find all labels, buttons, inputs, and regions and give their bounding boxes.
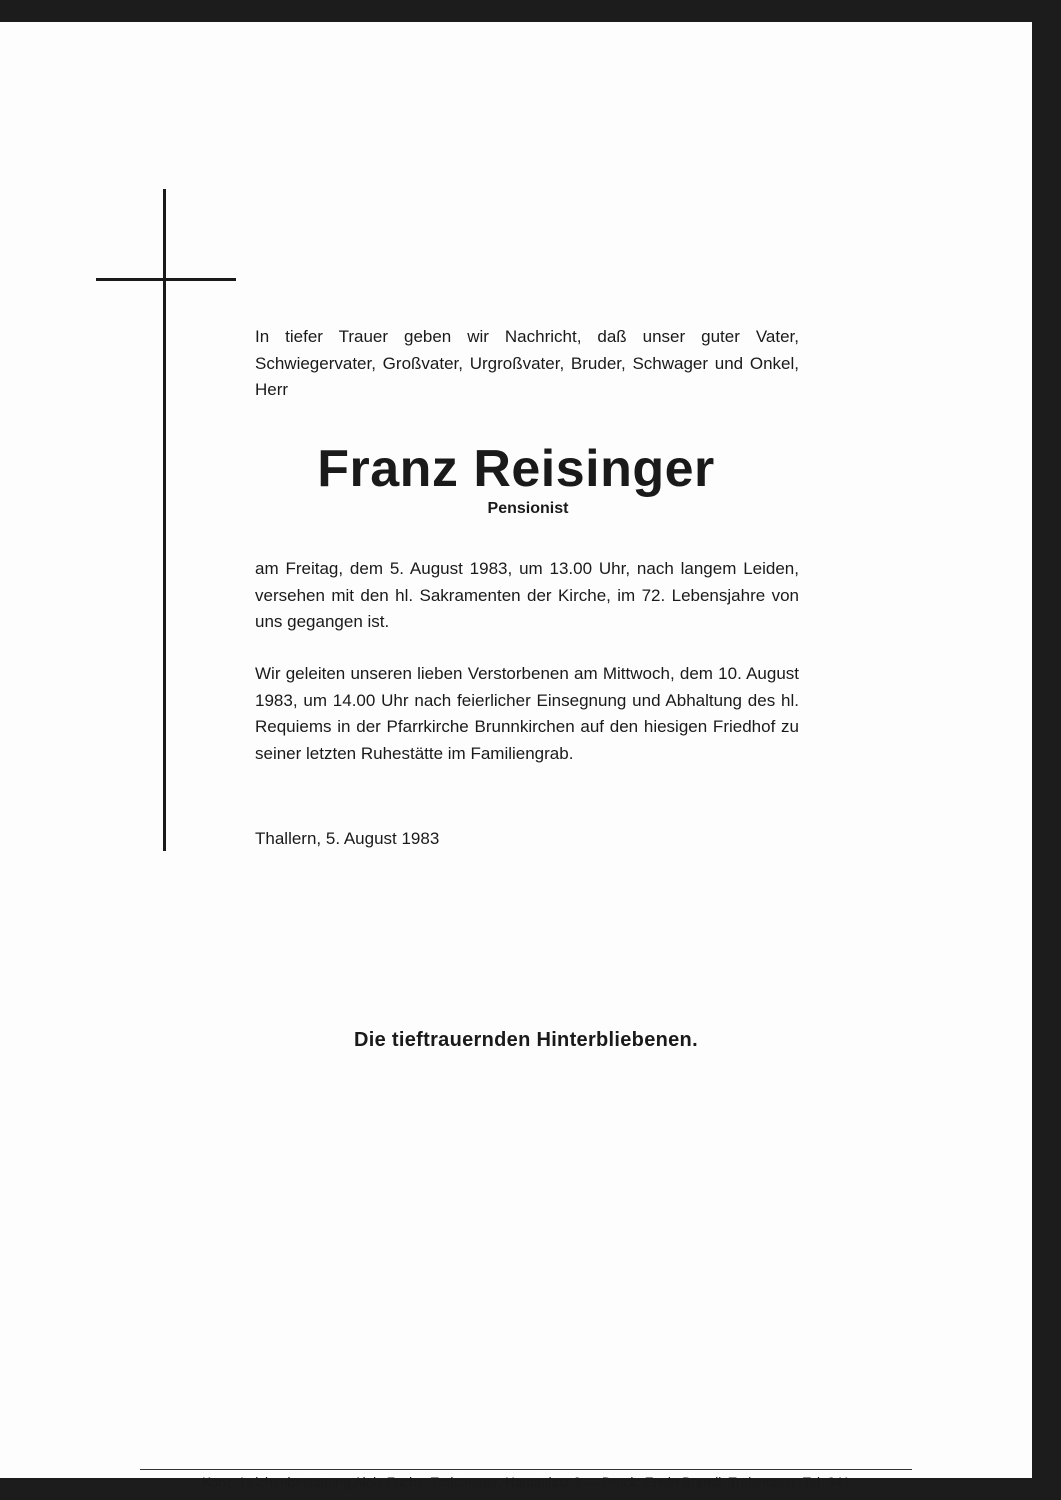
cross-icon (163, 189, 166, 851)
funeral-paragraph: Wir geleiten unseren lieben Verstorbenen am Mittwoch, dem 10. August 1983, um 14.00 Uhr nach feierlicher Einsegnung und Abhaltung des hl. Requiems in der Pfarrkirche Brunnkirchen auf den hiesigen Friedhof zu seiner letzten Ruhestätte im Familiengrab. (255, 664, 799, 763)
deceased-profession: Pensionist (487, 500, 569, 517)
cross-bar-icon (96, 278, 236, 281)
obituary-sheet (0, 22, 1032, 1490)
place-date: Thallern, 5. August 1983 (255, 829, 440, 848)
death-paragraph: am Freitag, dem 5. August 1983, um 13.00 Uhr, nach langem Leiden, versehen mit den hl. Sakramenten der Kirche, im 72. Lebensjahre von uns gegangen ist. (255, 559, 799, 631)
footer-divider (140, 1469, 912, 1470)
mourners-signature: Die tieftrauernden Hinterbliebenen. (354, 1029, 698, 1051)
deceased-name: Franz Reisinger (317, 440, 715, 498)
intro-paragraph: In tiefer Trauer geben wir Nachricht, daß unser guter Vater, Schwiegervater, Großvater, Urgroßvater, Bruder, Schwager und Onkel, Herr (255, 327, 799, 399)
footer-imprint: Konz. Leichenbestattung Alois Fuchs, Traismauer, Hauptplatz 2 — Druck: Erwin Brandl, Traismauer, Tel. 341 (201, 1475, 851, 1490)
